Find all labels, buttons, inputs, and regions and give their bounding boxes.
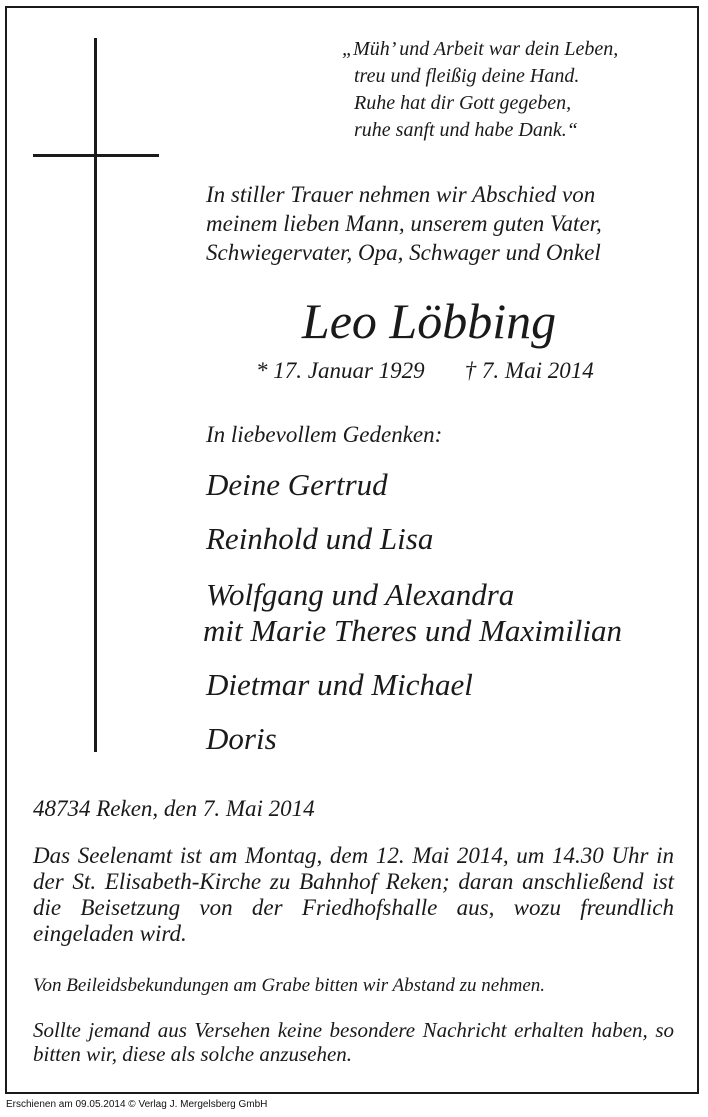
service-info: Das Seelenamt ist am Montag, dem 12. Mai 2014, um 14.30 Uhr in der St. Elisabeth-Kirche zu Bahnhof Reken; daran anschließend ist die Beisetzung von der Friedhofshalle aus, wozu freundlich eingeladen wird. xyxy=(33,843,674,946)
family-member-1: Deine Gertrud xyxy=(206,467,388,502)
poem-line-2: treu und fleißig deine Hand. xyxy=(354,65,580,87)
intro-line-2: meinem lieben Mann, unserem guten Vater, xyxy=(206,211,602,236)
intro-line-1: In stiller Trauer nehmen wir Abschied von xyxy=(206,182,596,207)
birth-date: * 17. Januar 1929 xyxy=(256,358,425,383)
condolence-note: Von Beileidsbekundungen am Grabe bitten wir Abstand zu nehmen. xyxy=(33,975,546,996)
deceased-name: Leo Löbbing xyxy=(301,293,557,349)
cross-horizontal-bar xyxy=(33,154,159,157)
remembrance-heading: In liebevollem Gedenken: xyxy=(206,422,443,447)
intro-line-3: Schwiegervater, Opa, Schwager und Onkel xyxy=(206,240,601,265)
life-dates xyxy=(256,358,594,384)
family-member-3-children: mit Marie Theres und Maximilian xyxy=(203,613,623,648)
cross-vertical-bar xyxy=(94,38,97,752)
poem-quote xyxy=(342,36,618,144)
place-and-date: 48734 Reken, den 7. Mai 2014 xyxy=(33,796,315,821)
family-member-3: Wolfgang und Alexandra xyxy=(206,577,515,612)
family-member-2: Reinhold und Lisa xyxy=(206,521,434,556)
family-member-4: Dietmar und Michael xyxy=(206,667,473,702)
notice-note: Sollte jemand aus Versehen keine besondere Nachricht erhalten haben, so bitten wir, diese als solche anzusehen. xyxy=(33,1018,674,1066)
family-member-5: Doris xyxy=(206,721,277,756)
publication-footer: Erschienen am 09.05.2014 © Verlag J. Mergelsberg GmbH xyxy=(6,1099,268,1110)
death-date: † 7. Mai 2014 xyxy=(464,358,594,383)
poem-line-3: Ruhe hat dir Gott gegeben, xyxy=(354,92,572,114)
poem-line-4: ruhe sanft und habe Dank.“ xyxy=(354,119,578,141)
poem-line-1: „Müh’ und Arbeit war dein Leben, xyxy=(342,38,619,60)
intro-text xyxy=(206,180,602,267)
